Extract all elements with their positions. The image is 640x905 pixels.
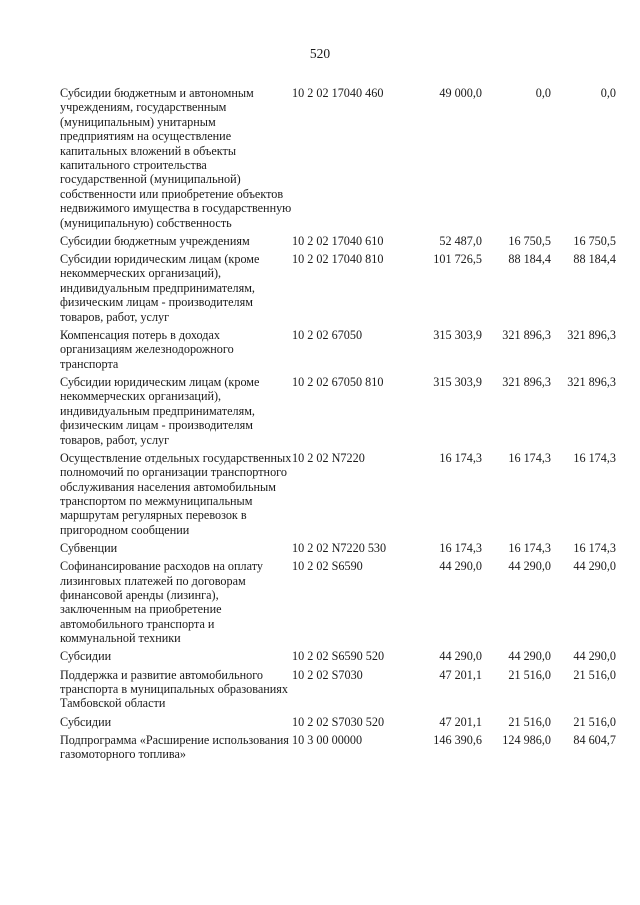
amount-year-1: 47 201,1 — [439, 714, 482, 729]
amount-year-3: 88 184,4 — [573, 252, 616, 267]
table-row — [60, 668, 630, 711]
amount-year-3: 0,0 — [600, 86, 616, 100]
expense-name: Субсидии бюджетным и автономным учреждениям, государственным (муниципальным) унитарным предприятиям на осуществление капитальных вложений в объекты капитального строительства государственной (муниципальной) собственности или приобретение объектов недвижимого имущества в государственную (муниципальную) собственность — [60, 86, 292, 230]
budget-code: 10 2 02 S6590 — [292, 559, 363, 574]
budget-code: 10 2 02 S7030 — [292, 667, 363, 682]
table-row — [60, 86, 630, 230]
amount-year-1: 101 726,5 — [433, 252, 482, 267]
amount-year-2: 16 750,5 — [508, 233, 551, 248]
amount-year-1: 44 290,0 — [439, 559, 482, 574]
amount-year-2: 321 896,3 — [502, 374, 551, 389]
table-row — [60, 733, 630, 762]
amount-year-3: 321 896,3 — [567, 374, 616, 389]
amount-year-3: 44 290,0 — [573, 649, 616, 664]
budget-code: 10 2 02 N7220 530 — [292, 540, 387, 555]
amount-year-2: 21 516,0 — [508, 714, 551, 729]
amount-year-2: 44 290,0 — [508, 559, 551, 574]
amount-year-1: 315 303,9 — [433, 327, 482, 342]
amount-year-3: 16 174,3 — [573, 540, 616, 555]
budget-code: 10 2 02 S7030 520 — [292, 714, 385, 729]
budget-code: 10 2 02 67050 810 — [292, 374, 384, 389]
amount-year-2: 16 174,3 — [508, 450, 551, 465]
table-row — [60, 649, 630, 663]
amount-year-2: 21 516,0 — [508, 667, 551, 682]
expense-name: Субсидии юридическим лицам (кроме некоммерческих организаций), индивидуальным предпринимателям, физическим лицам - производителям товаров, работ, услуг — [60, 252, 260, 324]
amount-year-1: 49 000,0 — [439, 86, 482, 100]
expense-name: Субвенции — [60, 540, 118, 555]
amount-year-3: 84 604,7 — [573, 732, 616, 747]
expense-name: Поддержка и развитие автомобильного транспорта в муниципальных образованиях Тамбовской области — [60, 667, 288, 711]
budget-code: 10 3 00 00000 — [292, 732, 363, 747]
amount-year-3: 21 516,0 — [573, 714, 616, 729]
table-row — [60, 451, 630, 537]
expense-name: Субсидии бюджетным учреждениям — [60, 233, 250, 248]
expense-name: Субсидии — [60, 649, 112, 664]
table-row — [60, 559, 630, 645]
amount-year-3: 44 290,0 — [573, 559, 616, 574]
page-number: 520 — [309, 46, 331, 61]
expense-name: Субсидии юридическим лицам (кроме некоммерческих организаций), индивидуальным предпринимателям, физическим лицам - производителям товаров, работ, услуг — [60, 374, 260, 447]
amount-year-3: 21 516,0 — [573, 667, 616, 682]
expense-name: Осуществление отдельных государственных полномочий по организации транспортного обслуживания населения автомобильным транспортом по межмуниципальным маршрутам регулярных перевозок в пригородном сообщении — [60, 450, 292, 537]
table-row — [60, 252, 630, 324]
budget-code: 10 2 02 17040 810 — [292, 252, 384, 267]
budget-code: 10 2 02 17040 610 — [292, 233, 384, 248]
amount-year-2: 321 896,3 — [502, 327, 551, 342]
amount-year-1: 52 487,0 — [439, 233, 482, 248]
table-row — [60, 541, 630, 555]
budget-code: 10 2 02 S6590 520 — [292, 649, 385, 664]
amount-year-2: 44 290,0 — [508, 649, 551, 664]
amount-year-1: 16 174,3 — [439, 540, 482, 555]
amount-year-1: 44 290,0 — [439, 649, 482, 664]
amount-year-3: 321 896,3 — [567, 327, 616, 342]
expense-name: Субсидии — [60, 714, 112, 729]
expense-name: Софинансирование расходов на оплату лизинговых платежей по договорам финансовой аренды (лизинга), заключенным на приобретение автомобильного транспорта и коммунальной техники — [60, 559, 263, 646]
table-row — [60, 715, 630, 729]
amount-year-1: 315 303,9 — [433, 374, 482, 389]
amount-year-2: 88 184,4 — [508, 252, 551, 267]
table-row — [60, 375, 630, 447]
expense-name: Подпрограмма «Расширение использования газомоторного топлива» — [60, 732, 289, 762]
budget-code: 10 2 02 17040 460 — [292, 86, 384, 100]
amount-year-3: 16 750,5 — [573, 233, 616, 248]
amount-year-3: 16 174,3 — [573, 450, 616, 465]
amount-year-1: 16 174,3 — [439, 450, 482, 465]
expense-name: Компенсация потерь в доходах организациям железнодорожного транспорта — [60, 327, 234, 371]
budget-code: 10 2 02 N7220 — [292, 450, 365, 465]
amount-year-2: 124 986,0 — [502, 732, 551, 747]
table-row — [60, 234, 630, 248]
budget-table — [60, 86, 630, 762]
budget-code: 10 2 02 67050 — [292, 327, 363, 342]
amount-year-2: 0,0 — [535, 86, 551, 100]
amount-year-1: 146 390,6 — [433, 732, 482, 747]
table-row — [60, 328, 630, 371]
amount-year-2: 16 174,3 — [508, 540, 551, 555]
amount-year-1: 47 201,1 — [439, 667, 482, 682]
